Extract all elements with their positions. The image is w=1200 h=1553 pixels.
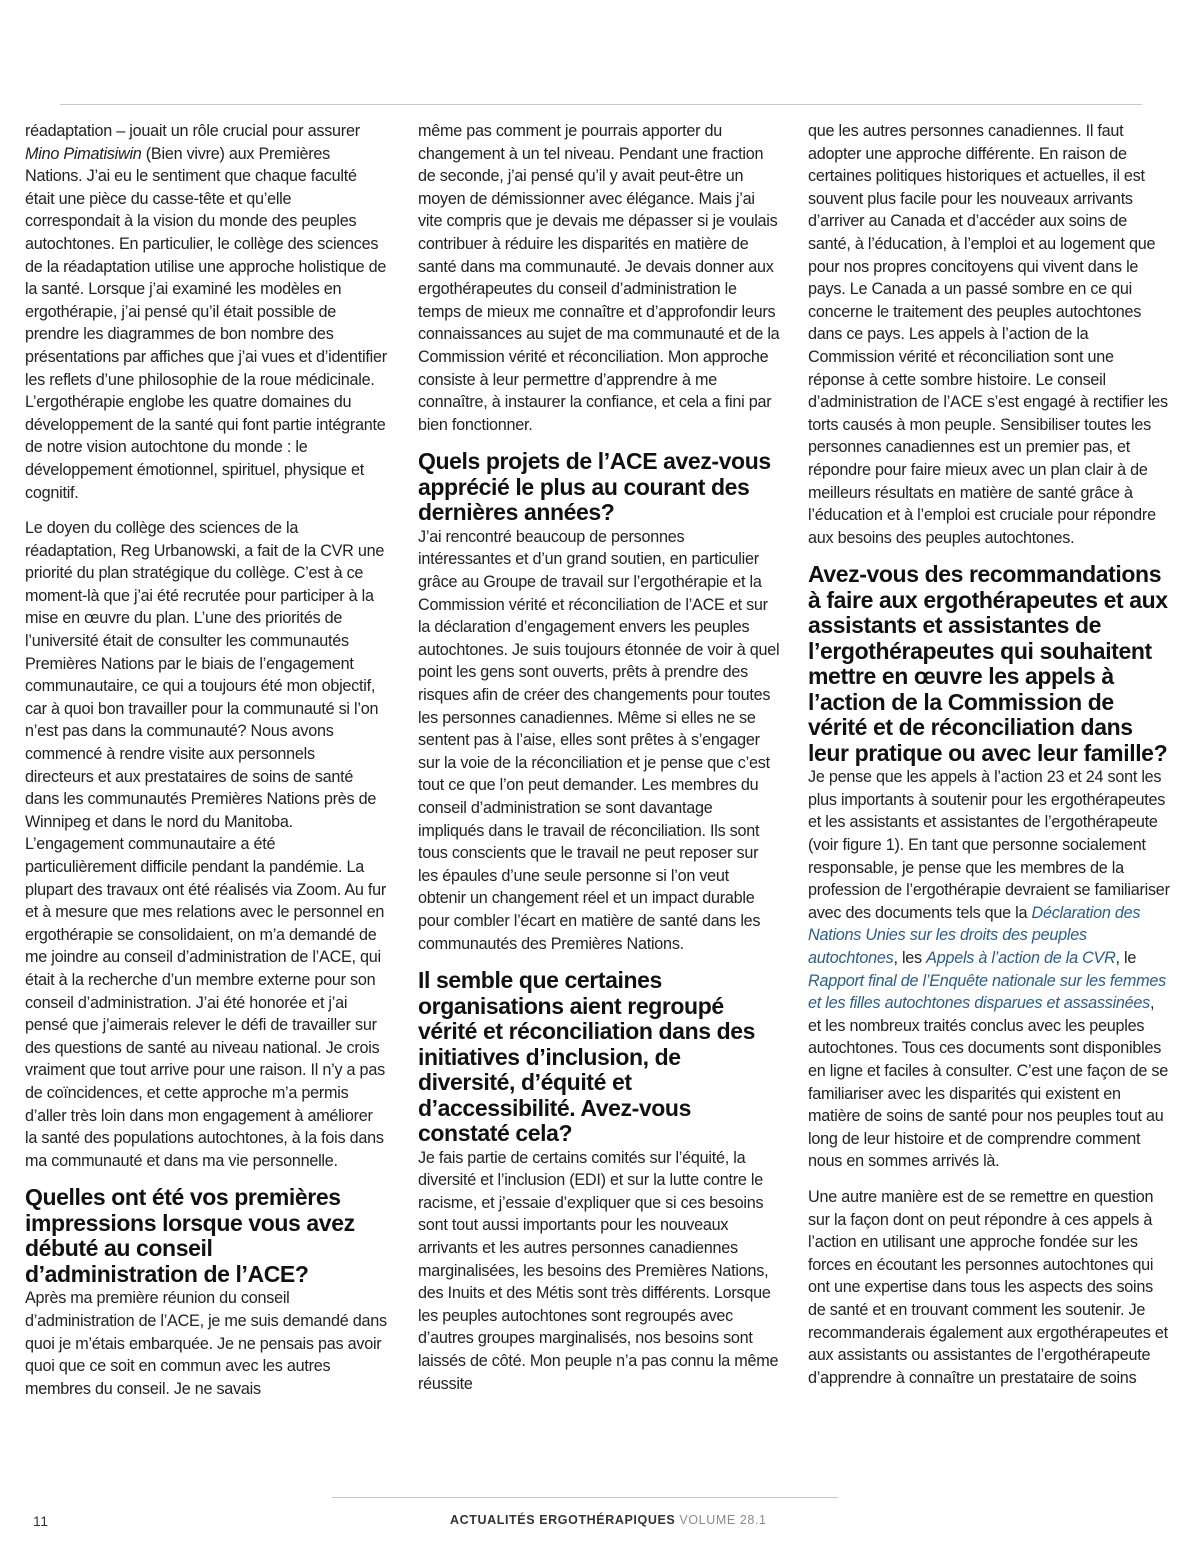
paragraph: Une autre manière est de se remettre en question sur la façon dont on peut répondre à ces appels à l’action en utilisant une approche fondée sur les forces en écoutant les personnes autochtones qui ont une expertise dans tous les aspects des soins de santé et en trouvant comment les soutenir. Je recommanderais également aux ergothérapeutes et aux assistants ou assistantes de l’ergothérapeute d’apprendre à connaître un prestataire de soins [808, 1187, 1168, 1387]
paragraph: Le doyen du collège des sciences de la réadaptation, Reg Urbanowski, a fait de la CVR une priorité du plan stratégique du collège. C’est à ce moment-là que j’ai été recrutée pour participer à la mise en œuvre du plan. L’une des priorités de l’université était de consulter les communautés Premières Nations par le biais de l’engagement communautaire, ce qui a toujours été mon objectif, car à quoi bon travailler pour la communauté si l’on n’est pas dans la communauté? Nous avons commencé à rendre visite aux personnels directeurs et aux prestataires de soins de santé dans les communautés Premières Nations près de Winnipeg et dans le nord du Manitoba. L’engagement communautaire a été particulièrement difficile pendant la pandémie. La plupart des travaux ont été réalisés via Zoom. Au fur et à mesure que mes relations avec le personnel en ergothérapie se consolidaient, on m’a demandé de me joindre au conseil d’administration de l’ACE, qui était à la recherche d’un membre externe pour son conseil d’administration. J’ai été honorée et j’ai pensé que j’aimerais relever le défi de travailler sur des questions de santé au niveau national. Je crois vraiment que tout arrive pour une raison. Il n’y a pas de coïncidences, et cette approche m’a permis d’aller très loin dans mon engagement à améliorer la santé des populations autochtones, à la fois dans ma communauté et dans ma vie personnelle. [25, 519, 387, 1170]
section-heading: Il semble que certaines organisations aient regroupé vérité et réconciliation dans des initiatives d’inclusion, de diversité, d’équité et d’accessibilité. Avez-vous constaté cela? [418, 967, 756, 1147]
paragraph: J’ai rencontré beaucoup de personnes intéressantes et d’un grand soutien, en particulier grâce au Groupe de travail sur l’ergothérapie et la Commission vérité et réconciliation de l’ACE et sur la déclaration d’engagement envers les peuples autochtones. Je suis toujours étonnée de voir à quel point les gens sont ouverts, prêts à prendre des risques afin de créer des changements pour toutes les personnes canadiennes. Même si elles ne se sentent pas à l’aise, elles sont prêtes à s’engager sur la voie de la réconciliation et je pense que c’est tout ce que l’on peut demander. Les membres du conseil d’administration se sont davantage impliqués dans le travail de réconciliation. Ils sont tous conscients que le travail ne peut reposer sur les épaules d’une seule personne si l’on veut obtenir un changement réel et un impact durable pour combler l’écart en matière de santé dans les communautés des Premières Nations. [418, 527, 780, 953]
emphasis-mino-pimatisiwin: Mino Pimatisiwin [25, 144, 142, 163]
footer-divider [332, 1497, 838, 1498]
paragraph: Je pense que les appels à l’action 23 et 24 sont les plus importants à soutenir pour les ergothérapeutes et les assistants et assistantes de l’ergothérapeute (voir figure 1). En tant que personne socialement responsable, je pense que les membres de la profession de l’ergothérapie devraient se familiariser avec des documents tels que la Déclaration des Nations Unies sur les droits des peuples autochtones, les Appels à l’action de la CVR, le Rapport final de l’Enquête nationale sur les femmes et les filles autochtones disparues et assassinées, et les nombreux traités conclus avec les peuples autochtones. Tous ces documents sont disponibles en ligne et faciles à consulter. C’est une façon de se familiariser avec les disparités qui existent en matière de soins de santé pour nos peuples tout au long de leur histoire et de comprendre comment nous en sommes arrivés là. [808, 768, 1170, 1171]
header-divider [60, 104, 1142, 105]
section-heading: Quelles ont été vos premières impressions lorsque vous avez débuté au conseil d’administration de l’ACE? [25, 1184, 355, 1287]
paragraph: Je fais partie de certains comités sur l’équité, la diversité et l’inclusion (EDI) et sur la lutte contre le racisme, et j’essaie d’expliquer que si ces besoins sont tout aussi importants pour les nouveaux arrivants et les autres personnes canadiennes marginalisées, les besoins des Premières Nations, des Inuits et des Métis sont très différents. Lorsque les peuples autochtones sont regroupés avec d’autres groupes marginalisés, nos besoins sont laissés de côté. Mon peuple n’a pas connu la même réussite [418, 1148, 779, 1393]
paragraph: Après ma première réunion du conseil d’administration de l’ACE, je me suis demandé dans quoi je m’étais embarquée. Je ne pensais pas avoir quoi que ce soit en commun avec les autres membres du conseil. Je ne savais [25, 1289, 387, 1398]
link-trc-calls-to-action[interactable]: Appels à l’action de la CVR [926, 949, 1116, 968]
section-heading: Avez-vous des recommandations à faire aux ergothérapeutes et aux assistants et assistantes de l’ergothérapeutes qui souhaitent mettre en œuvre les appels à l’action de la Commission de vérité et de réconciliation dans leur pratique ou avec leur famille? [808, 561, 1168, 766]
article-column-1 [25, 120, 387, 1413]
publication-name: ACTUALITÉS ERGOTHÉRAPIQUES [450, 1513, 676, 1527]
page-number: 11 [33, 1513, 49, 1529]
paragraph: même pas comment je pourrais apporter du changement à un tel niveau. Pendant une fraction de seconde, j’ai pensé qu’il y avait peut-être un moyen de démissionner avec élégance. Mais j’ai vite compris que je devais me dépasser si je voulais contribuer à réduire les disparités en matière de santé dans ma communauté. Je devais donner aux ergothérapeutes du conseil d’administration le temps de mieux me connaître et d’approfondir leurs connaissances au sujet de ma communauté et de la Commission vérité et réconciliation. Mon approche consiste à leur permettre d’apprendre à me connaître, à instaurer la confiance, et cela a fini par bien fonctionner. [418, 122, 780, 434]
publication-footer [450, 1513, 767, 1527]
article-column-3 [808, 120, 1170, 1402]
paragraph: que les autres personnes canadiennes. Il faut adopter une approche différente. En raison de certaines politiques historiques et actuelles, il est souvent plus facile pour les nouveaux arrivants d’arriver au Canada et d’accéder aux soins de santé, à l’éducation, à l’emploi et au logement que pour nos propres concitoyens qui vivent dans le pays. Le Canada a un passé sombre en ce qui concerne le traitement des peuples autochtones dans ce pays. Les appels à l’action de la Commission vérité et réconciliation sont une réponse à cette sombre histoire. Le conseil d’administration de l’ACE s’est engagé à rectifier les torts causés à mon peuple. Sensibiliser toutes les personnes canadiennes est un premier pas, et répondre pour faire mieux avec un plan clair à de meilleurs résultats en matière de santé grâce à l’éducation et à l’emploi est cruciale pour répondre aux besoins des peuples autochtones. [808, 122, 1168, 547]
article-column-2 [418, 120, 780, 1408]
link-mmiwg-final-report[interactable]: Rapport final de l’Enquête nationale sur les femmes et les filles autochtones disparues et assassinées [808, 971, 1166, 1013]
publication-volume: VOLUME 28.1 [679, 1513, 767, 1527]
section-heading: Quels projets de l’ACE avez-vous apprécié le plus au courant des dernières années? [418, 448, 771, 526]
paragraph: réadaptation – jouait un rôle crucial pour assurer Mino Pimatisiwin (Bien vivre) aux Premières Nations. J’ai eu le sentiment que chaque faculté était une pièce du casse-tête et qu’elle correspondait à la vision du monde des peuples autochtones. En particulier, le collège des sciences de la réadaptation utilise une approche holistique de la santé. Lorsque j’ai examiné les modèles en ergothérapie, j’ai pensé qu’il était possible de prendre les diagrammes de bon nombre des présentations par affiches que j’ai vues et d’identifier les reflets d’une philosophie de la roue médicinale. L’ergothérapie englobe les quatre domaines du développement de la santé qui font partie intégrante de notre vision autochtone du monde : le développement émotionnel, spirituel, physique et cognitif. [25, 122, 387, 502]
link-un-declaration[interactable]: Déclaration des Nations Unies sur les droits des peuples autochtones [808, 903, 1141, 968]
